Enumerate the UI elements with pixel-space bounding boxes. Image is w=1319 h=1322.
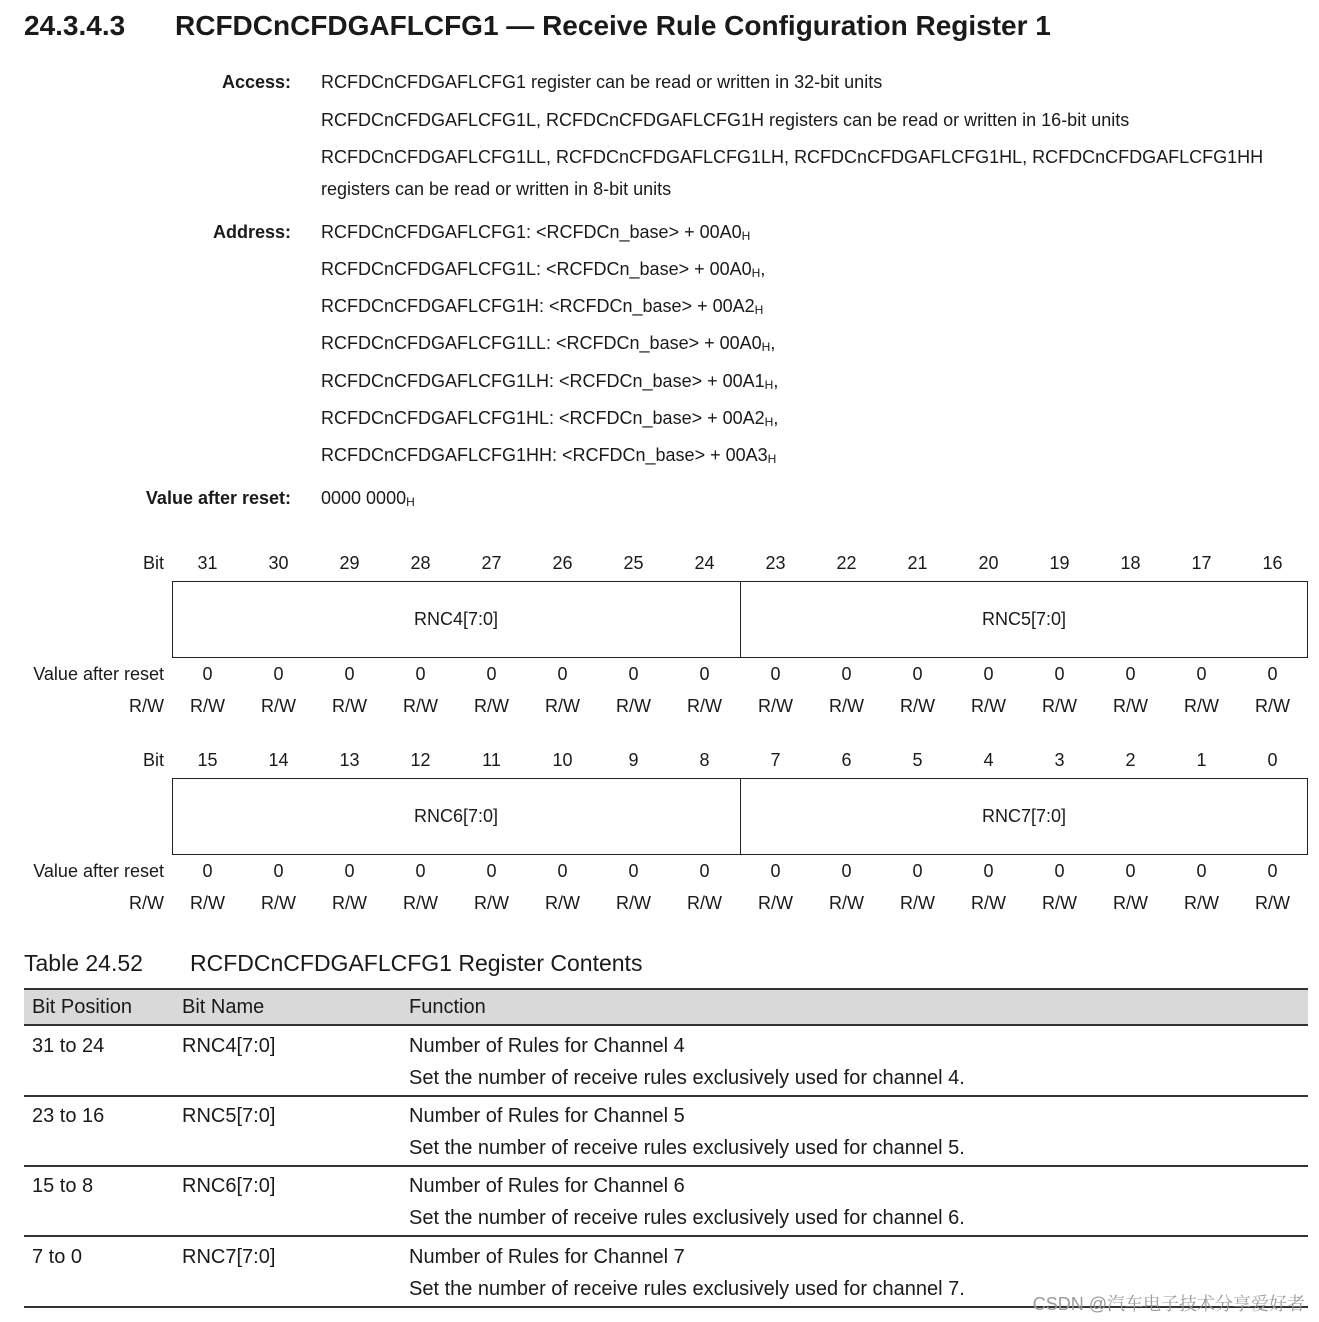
reset-bit-value: 0 <box>1054 664 1065 684</box>
bit-number: 22 <box>836 553 857 573</box>
function-desc-cell: Set the number of receive rules exclusively used for channel 5. <box>409 1137 965 1159</box>
rw-bit-value: R/W <box>758 893 793 913</box>
reset-bit-value: 0 <box>1196 664 1207 684</box>
address-line: RCFDCnCFDGAFLCFG1LL: <RCFDCn_base> + $00A0_H$, <box>321 333 776 354</box>
reset-row-label: Value after reset <box>33 861 164 881</box>
rw-bit-value: R/W <box>1184 893 1219 913</box>
rw-bit-value: R/W <box>616 696 651 716</box>
rw-bit-value: R/W <box>1042 893 1077 913</box>
bit-position-cell: 15 to 8 <box>32 1175 94 1197</box>
bit-name-cell: RNC6[7:0] <box>182 1175 276 1197</box>
bit-number: 6 <box>841 750 852 770</box>
bit-number: 9 <box>628 750 639 770</box>
bit-number: 29 <box>339 553 360 573</box>
rw-bit-value: R/W <box>616 893 651 913</box>
function-desc-cell: Set the number of receive rules exclusively used for channel 4. <box>409 1067 965 1089</box>
bit-number: 19 <box>1049 553 1070 573</box>
bit-number: 28 <box>410 553 431 573</box>
header-bit-position: Bit Position <box>32 996 133 1018</box>
function-desc-cell: Set the number of receive rules exclusively used for channel 7. <box>409 1278 965 1300</box>
bit-number: 5 <box>912 750 923 770</box>
rw-bit-value: R/W <box>261 696 296 716</box>
reset-bit-value: 0 <box>1267 861 1278 881</box>
access-line: RCFDCnCFDGAFLCFG1 register can be read or written in 32-bit units <box>321 72 883 92</box>
bit-label: Bit <box>142 750 164 770</box>
reset-bit-value: 0 <box>770 664 781 684</box>
table-number: Table 24.52 <box>24 950 143 976</box>
bit-number: 24 <box>694 553 715 573</box>
rw-bit-value: R/W <box>474 893 509 913</box>
rw-bit-value: R/W <box>545 893 580 913</box>
rw-bit-value: R/W <box>829 893 864 913</box>
table-caption <box>24 950 642 977</box>
bit-number: 25 <box>623 553 644 573</box>
rw-bit-value: R/W <box>829 696 864 716</box>
rw-bit-value: R/W <box>1255 893 1290 913</box>
reset-bit-value: 0 <box>486 664 497 684</box>
section-number: 24.3.4.3 <box>24 10 126 41</box>
function-title-cell: Number of Rules for Channel 4 <box>409 1035 685 1057</box>
register-field-name: RNC4[7:0] <box>413 609 499 629</box>
bit-name-cell: RNC7[7:0] <box>182 1246 276 1268</box>
rw-bit-value: R/W <box>190 696 225 716</box>
reset-bit-value: 0 <box>628 861 639 881</box>
rw-bit-value: R/W <box>1255 696 1290 716</box>
rw-bit-value: R/W <box>1184 696 1219 716</box>
header-bit-name: Bit Name <box>182 996 265 1018</box>
bit-number: 10 <box>552 750 573 770</box>
function-title-cell: Number of Rules for Channel 5 <box>409 1105 685 1127</box>
access-line: registers can be read or written in 8-bit units <box>321 179 672 199</box>
bit-number: 2 <box>1125 750 1136 770</box>
rw-bit-value: R/W <box>1042 696 1077 716</box>
address-line: RCFDCnCFDGAFLCFG1H: <RCFDCn_base> + $00A2_H$ <box>321 296 764 317</box>
bit-number: 16 <box>1262 553 1283 573</box>
access-line: RCFDCnCFDGAFLCFG1LL, RCFDCnCFDGAFLCFG1LH, RCFDCnCFDGAFLCFG1HL, RCFDCnCFDGAFLCFG1HH <box>321 147 1264 167</box>
bit-number: 15 <box>197 750 218 770</box>
rw-bit-value: R/W <box>900 893 935 913</box>
bit-number: 26 <box>552 553 573 573</box>
bit-number: 11 <box>482 750 501 770</box>
reset-bit-value: 0 <box>557 861 568 881</box>
bit-number: 20 <box>978 553 999 573</box>
rw-bit-value: R/W <box>687 696 722 716</box>
rw-bit-value: R/W <box>1113 696 1148 716</box>
bit-number: 27 <box>481 553 502 573</box>
bit-label: Bit <box>142 553 164 573</box>
register-field-name: RNC6[7:0] <box>413 806 499 826</box>
bit-number: 14 <box>268 750 289 770</box>
rw-bit-value: R/W <box>474 696 509 716</box>
reset-bit-value: 0 <box>1125 664 1136 684</box>
address-line: RCFDCnCFDGAFLCFG1: <RCFDCn_base> + $00A0_H$ <box>321 222 751 243</box>
reset-bit-value: 0 <box>202 861 213 881</box>
reset-bit-value: 0 <box>841 861 852 881</box>
reset-bit-value: 0 <box>912 664 923 684</box>
bit-position-cell: 23 to 16 <box>32 1105 105 1127</box>
reset-bit-value: 0 <box>912 861 923 881</box>
function-title-cell: Number of Rules for Channel 6 <box>409 1175 685 1197</box>
reset-bit-value: 0 <box>486 861 497 881</box>
watermark: CSDN @汽车电子技术分享爱好者 <box>1032 1294 1305 1314</box>
reset-bit-value: 0 <box>983 861 994 881</box>
reset-bit-value: 0 <box>273 664 284 684</box>
reset-bit-value: 0 <box>1054 861 1065 881</box>
reset-bit-value: 0 <box>415 664 426 684</box>
address-label: Address: <box>212 222 291 242</box>
bit-number: 1 <box>1196 750 1207 770</box>
reset-bit-value: 0 <box>202 664 213 684</box>
row-separator <box>24 1165 1308 1167</box>
bit-position-cell: 31 to 24 <box>32 1035 105 1057</box>
bit-number: 3 <box>1054 750 1065 770</box>
rw-bit-value: R/W <box>332 696 367 716</box>
bit-position-cell: 7 to 0 <box>32 1246 83 1268</box>
reset-bit-value: 0 <box>699 664 710 684</box>
bit-number: 7 <box>770 750 781 770</box>
rw-row-label: R/W <box>129 893 164 913</box>
reset-bit-value: 0 <box>628 664 639 684</box>
bit-number: 21 <box>907 553 928 573</box>
reset-bit-value: 0 <box>983 664 994 684</box>
reset-bit-value: 0 <box>841 664 852 684</box>
address-line: RCFDCnCFDGAFLCFG1HL: <RCFDCn_base> + $00A2_H$, <box>321 408 779 429</box>
reset-bit-value: 0 <box>1125 861 1136 881</box>
function-desc-cell: Set the number of receive rules exclusively used for channel 6. <box>409 1207 965 1229</box>
rw-bit-value: R/W <box>687 893 722 913</box>
address-line: RCFDCnCFDGAFLCFG1HH: <RCFDCn_base> + $00A3_H$ <box>321 445 777 466</box>
rw-bit-value: R/W <box>545 696 580 716</box>
access-line: RCFDCnCFDGAFLCFG1L, RCFDCnCFDGAFLCFG1H registers can be read or written in 16-bit units <box>321 110 1130 130</box>
reset-label: Value after reset: <box>145 488 291 508</box>
rw-bit-value: R/W <box>261 893 296 913</box>
rw-bit-value: R/W <box>900 696 935 716</box>
bit-number: 13 <box>339 750 360 770</box>
rw-row-label: R/W <box>129 696 164 716</box>
bit-name-cell: RNC5[7:0] <box>182 1105 276 1127</box>
header-function: Function <box>409 996 486 1018</box>
rw-bit-value: R/W <box>332 893 367 913</box>
reset-bit-value: 0 <box>415 861 426 881</box>
reset-row-label: Value after reset <box>33 664 164 684</box>
reset-bit-value: 0 <box>1196 861 1207 881</box>
register-field-name: RNC5[7:0] <box>981 609 1067 629</box>
bit-number: 23 <box>765 553 786 573</box>
bit-number: 17 <box>1191 553 1212 573</box>
section-title: RCFDCnCFDGAFLCFG1 — Receive Rule Configuration Register 1 <box>175 10 1051 41</box>
reset-bit-value: 0 <box>273 861 284 881</box>
reset-bit-value: 0 <box>344 861 355 881</box>
rw-bit-value: R/W <box>971 696 1006 716</box>
register-field-name: RNC7[7:0] <box>981 806 1067 826</box>
bit-number: 8 <box>699 750 710 770</box>
row-separator <box>24 1235 1308 1237</box>
reset-bit-value: 0 <box>344 664 355 684</box>
rw-bit-value: R/W <box>403 893 438 913</box>
bit-name-cell: RNC4[7:0] <box>182 1035 276 1057</box>
bit-number: 0 <box>1267 750 1278 770</box>
function-title-cell: Number of Rules for Channel 7 <box>409 1246 685 1268</box>
bit-number: 30 <box>268 553 289 573</box>
reset-bit-value: 0 <box>699 861 710 881</box>
section-heading <box>24 10 1051 42</box>
table-title: RCFDCnCFDGAFLCFG1 Register Contents <box>190 950 643 976</box>
rw-bit-value: R/W <box>403 696 438 716</box>
reset-bit-value: 0 <box>557 664 568 684</box>
row-separator <box>24 1095 1308 1097</box>
reset-bit-value: 0 <box>770 861 781 881</box>
reset-bit-value: 0 <box>1267 664 1278 684</box>
rw-bit-value: R/W <box>190 893 225 913</box>
bit-number: 31 <box>197 553 218 573</box>
bit-number: 18 <box>1120 553 1141 573</box>
rw-bit-value: R/W <box>758 696 793 716</box>
bit-number: 4 <box>983 750 994 770</box>
rw-bit-value: R/W <box>1113 893 1148 913</box>
address-line: RCFDCnCFDGAFLCFG1LH: <RCFDCn_base> + $00A1_H$, <box>321 371 779 392</box>
bit-number: 12 <box>410 750 431 770</box>
access-label: Access: <box>221 72 291 92</box>
address-line: RCFDCnCFDGAFLCFG1L: <RCFDCn_base> + $00A0_H$, <box>321 259 766 280</box>
reset-value: 0000 $0000_H$ <box>321 488 415 509</box>
rw-bit-value: R/W <box>971 893 1006 913</box>
